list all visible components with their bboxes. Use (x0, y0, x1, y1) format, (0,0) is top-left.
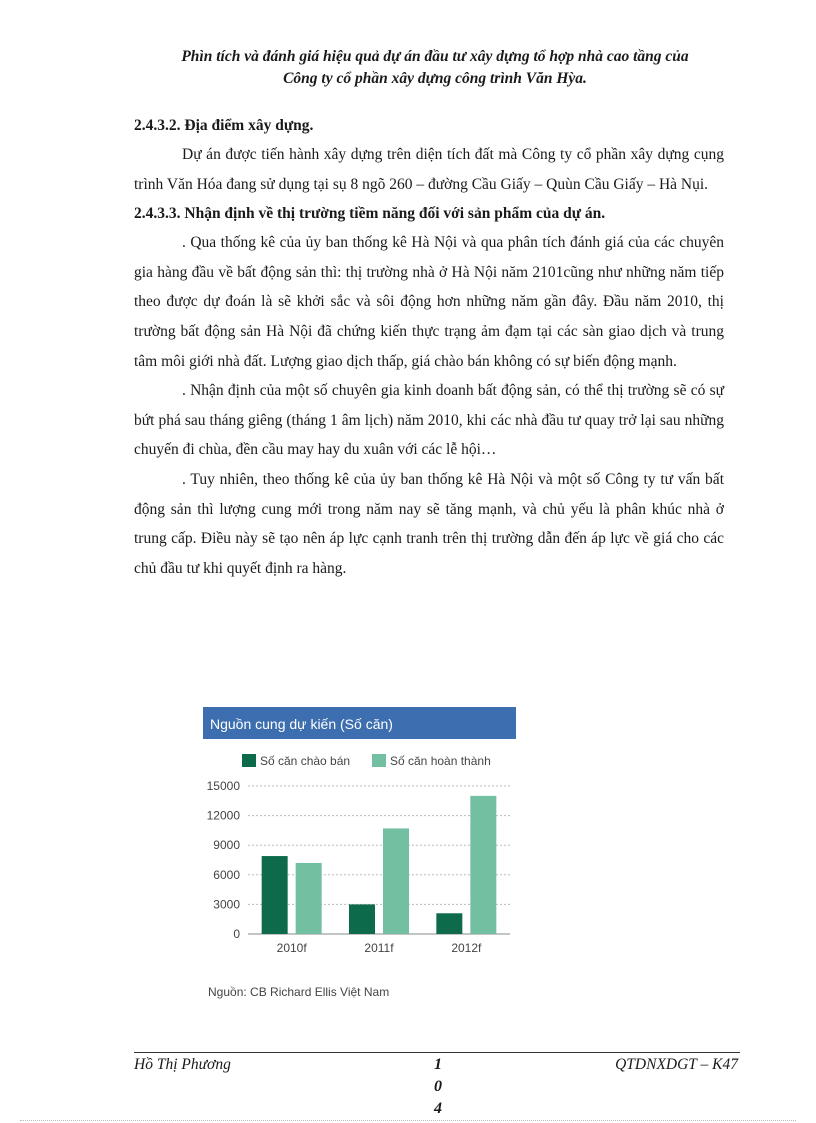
chart-source: Nguồn: CB Richard Ellis Việt Nam (208, 985, 390, 999)
page-digit: 0 (434, 1078, 442, 1095)
bar-completed-2011f (383, 828, 409, 934)
main-content (134, 111, 724, 583)
paragraph-market-1: . Qua thống kê của ủy ban thống kê Hà Nội và qua phân tích đánh giá của các chuyên gia hàng đầu về bất động sản thì: thị trường nhà ở Hà Nội năm 2101cũng như những năm tiếp theo được dự đoán là sẽ khởi sắc và sôi động hơn những năm gần đây. Đầu năm 2010, thị trường bất động sản Hà Nội đã chứng kiến thực trạng ảm đạm tại các sàn giao dịch và trung tâm môi giới nhà đất. Lượng giao dịch thấp, giá chào bán không có sự biến động mạnh. (134, 234, 724, 370)
legend-swatch-completed (372, 754, 386, 767)
section-heading-2432: 2.4.3.2. Địa điểm xây dựng. (134, 117, 314, 134)
x-tick-label: 2010f (276, 941, 307, 955)
supply-chart (200, 706, 520, 1006)
paragraph-market-3: . Tuy nhiên, theo thống kê của ủy ban thống kê Hà Nội và một số Công ty tư vấn bất động sản thì lượng cung mới trong năm nay sẽ tăng mạnh, và chủ yếu là phân khúc nhà ở trung cấp. Điều này sẽ tạo nên áp lực cạnh tranh trên thị trường dẫn đến áp lực về giá cho các chủ đầu tư khi quyết định ra hàng. (134, 470, 724, 577)
bar-offered-2011f (349, 904, 375, 934)
bar-offered-2012f (436, 913, 462, 934)
bar-completed-2012f (470, 796, 496, 934)
y-tick-label: 0 (233, 927, 240, 941)
bar-completed-2010f (296, 863, 322, 934)
chart-title: Nguồn cung dự kiến (Số căn) (210, 716, 393, 732)
footer-author: Hồ Thị Phương (134, 1056, 231, 1073)
paragraph-location: Dự án được tiến hành xây dựng trên diện tích đất mà Công ty cổ phần xây dựng cụng trình Văn Hóa đang sử dụng tại sụ 8 ngõ 260 – đường Cầu Giấy – Quùn Cầu Giấy – Hà Nụi. (134, 146, 724, 193)
header-title-line2: Công ty cổ phần xây dựng công trình Văn Hỳa. (283, 70, 587, 87)
y-tick-label: 6000 (213, 867, 240, 882)
legend-swatch-offered (242, 754, 256, 767)
page-edge-dots (20, 1120, 796, 1121)
header-title-line1: Phìn tích và đánh giá hiệu quả dự án đầu tư xây dựng tổ hợp nhà cao tầng của (181, 48, 689, 65)
page-number (430, 1054, 446, 1120)
legend-label-offered: Số căn chào bán (260, 754, 351, 768)
x-tick-label: 2012f (451, 941, 482, 955)
chart-svg (200, 706, 520, 1006)
chart-x-axis (277, 941, 482, 955)
footer-class-code: QTDNXDGT – K47 (615, 1056, 738, 1073)
y-tick-label: 9000 (213, 838, 240, 853)
legend-label-completed: Số căn hoàn thành (390, 754, 491, 768)
page-digit: 4 (434, 1100, 442, 1117)
x-tick-label: 2011f (364, 941, 394, 955)
page-digit: 1 (434, 1056, 442, 1073)
bar-offered-2010f (262, 856, 288, 934)
y-tick-label: 15000 (206, 779, 240, 793)
y-tick-label: 3000 (213, 897, 240, 912)
chart-bars (262, 796, 497, 934)
section-heading-2433: 2.4.3.3. Nhận định về thị trường tiềm năng đối với sản phẩm của dự án. (134, 205, 606, 223)
document-header (120, 46, 750, 90)
paragraph-market-2: . Nhận định của một số chuyên gia kinh doanh bất động sản, có thể thị trường sẽ có sự bứt phá sau tháng giêng (tháng 1 âm lịch) năm 2010, khi các nhà đầu tư quay trở lại sau những chuyến đi chùa, đền cầu may hay du xuân với các lễ hội… (134, 382, 724, 459)
chart-y-axis (207, 779, 241, 941)
footer-divider (134, 1052, 740, 1053)
y-tick-label: 12000 (206, 808, 240, 823)
